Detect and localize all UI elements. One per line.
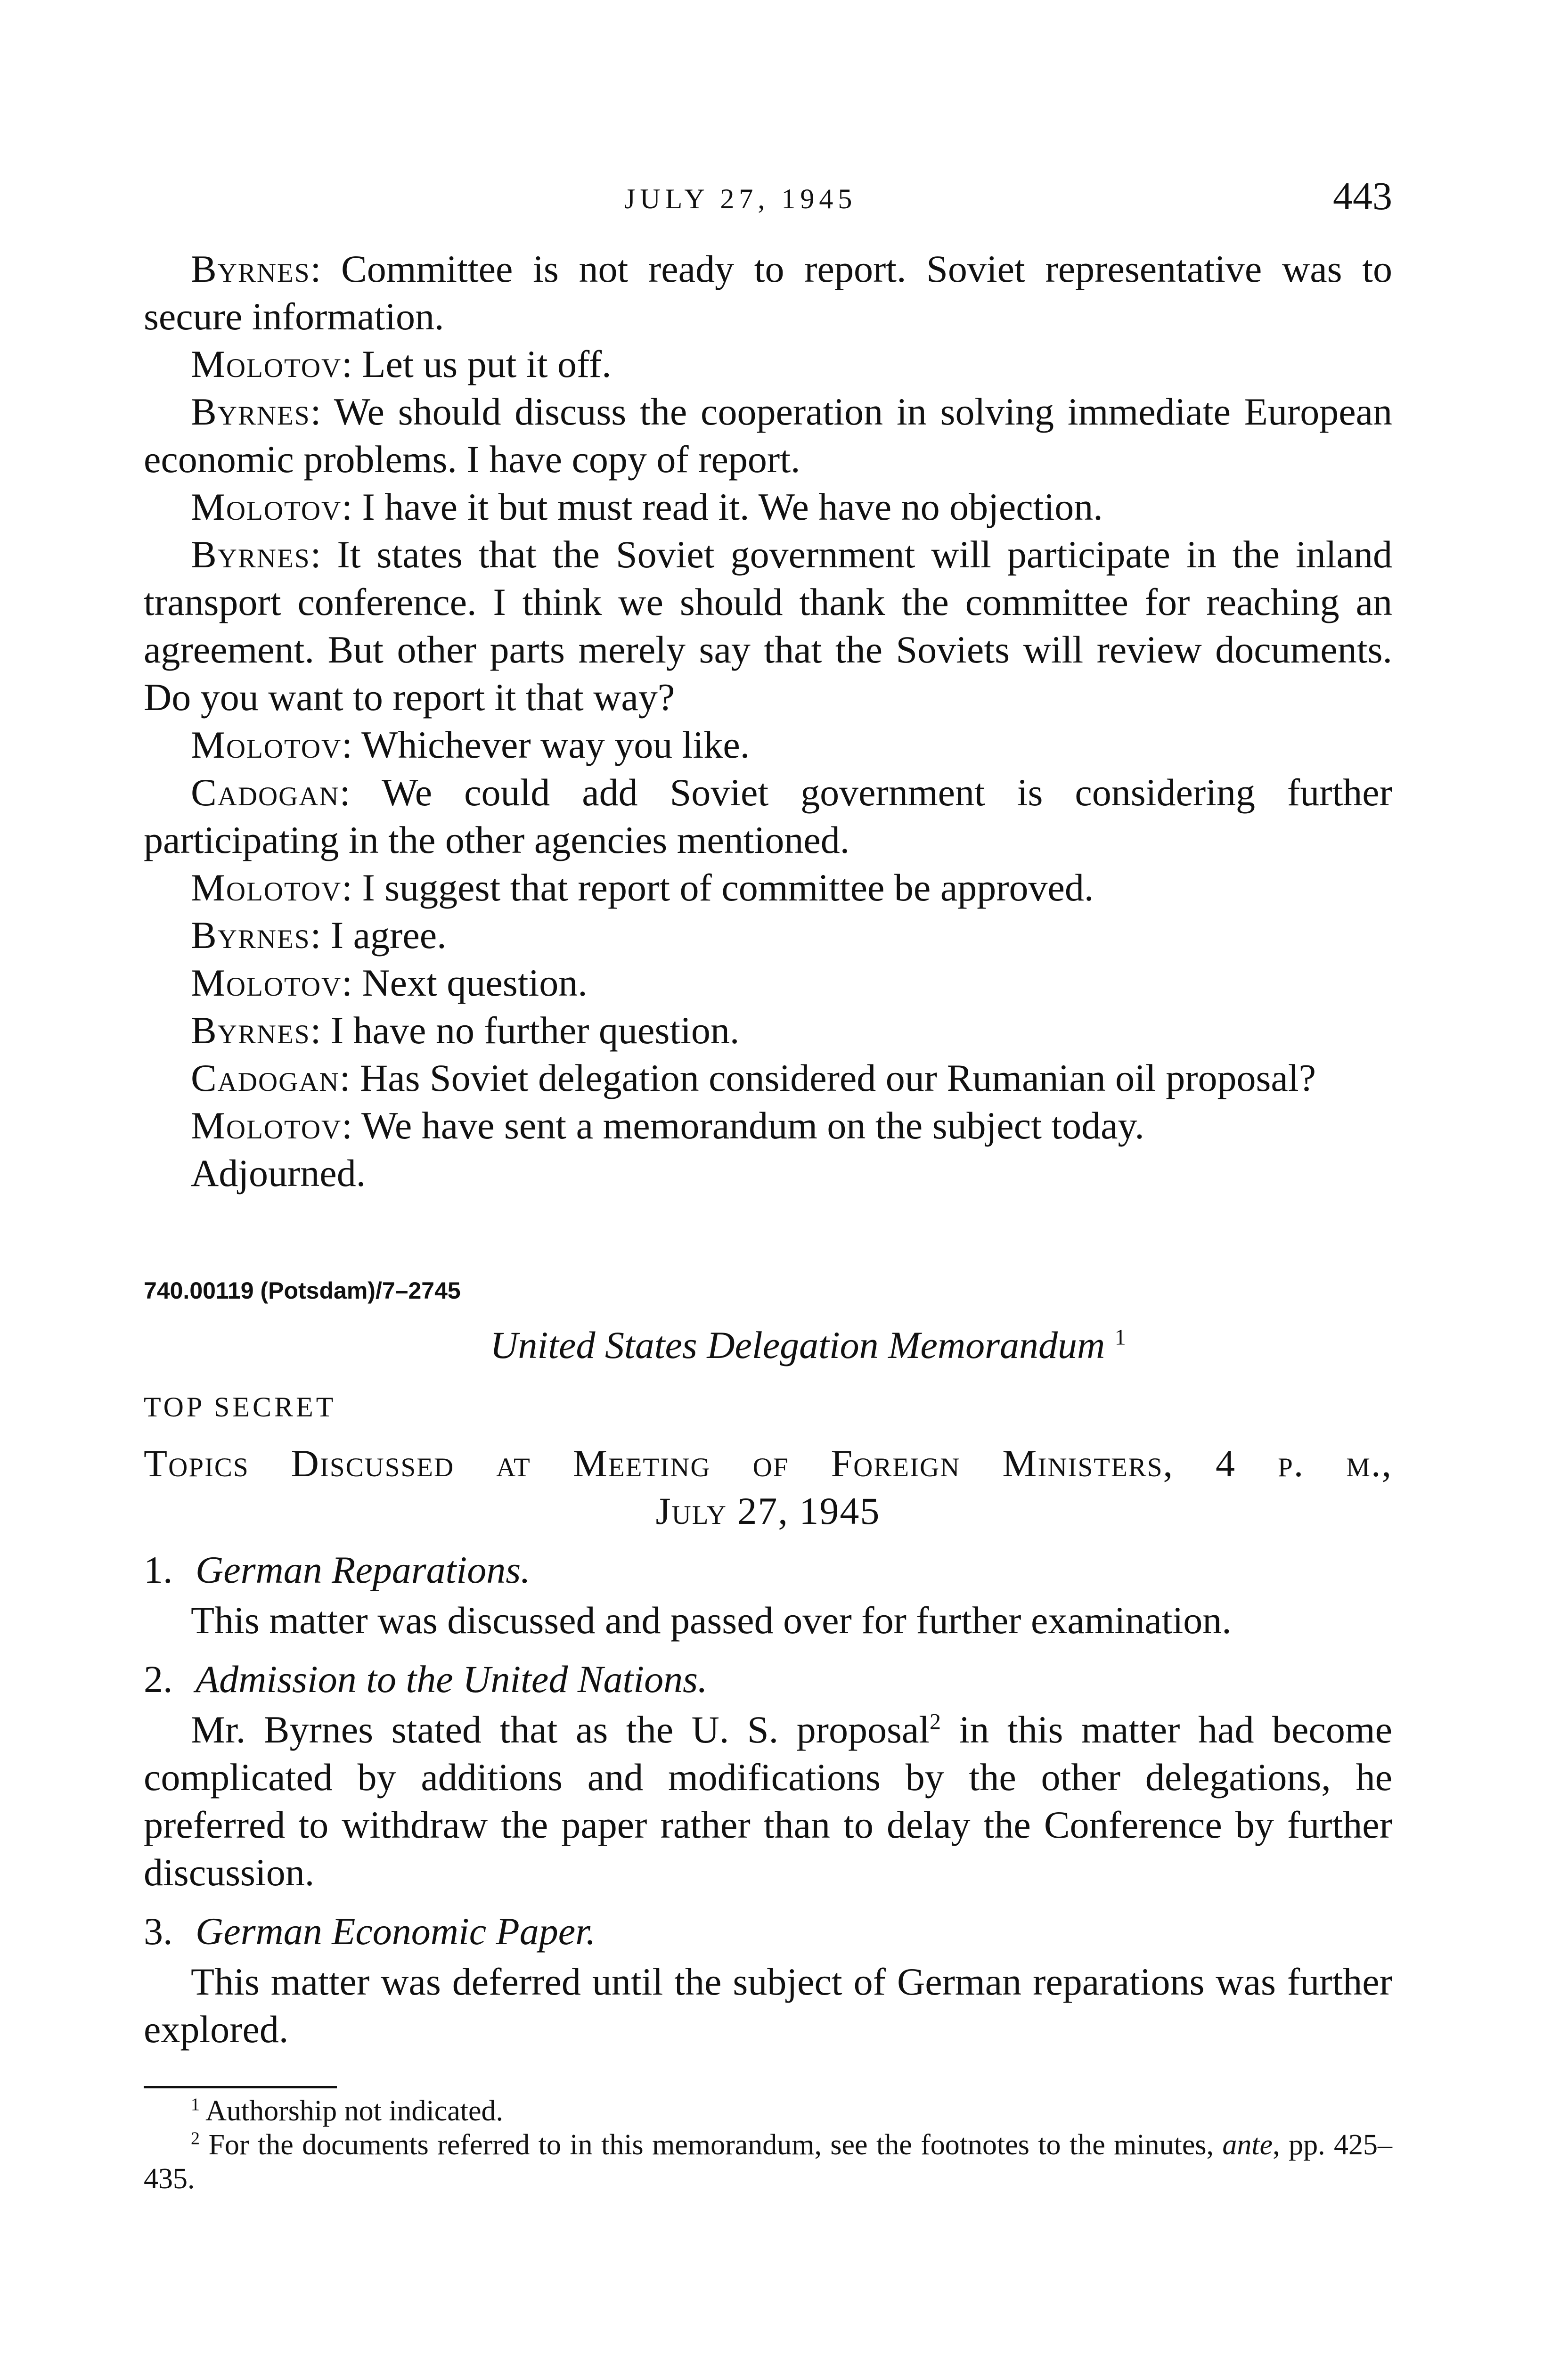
topic-item (144, 1546, 1392, 1644)
document-page (144, 170, 1392, 2196)
topic-heading (144, 1907, 1392, 1955)
footnote-divider (144, 2086, 337, 2088)
topic-body: This matter was deferred until the subject of German reparations was further explored. (144, 1960, 1392, 2051)
speaker-name: Molotov (191, 343, 342, 385)
speaker-name: Molotov (191, 723, 342, 766)
transcript-entry: Molotov: Whichever way you like. (191, 723, 750, 766)
speech-text: We could add Soviet government is considering further participating in the other agencies mentioned. (144, 771, 1392, 861)
transcript-entry: Byrnes: I have no further question. (191, 1009, 740, 1052)
topic-item (144, 1655, 1392, 1896)
topic-title: German Reparations. (196, 1548, 531, 1591)
transcript-entry: Cadogan: We could add Soviet government is considering further participating in the other agencies mentioned. (144, 771, 1392, 861)
footnote: $^1$ Authorship not indicated. (191, 2094, 504, 2127)
speech-text: Next question. (362, 961, 588, 1004)
speech-text: I have no further question. (330, 1009, 740, 1052)
topics-heading-line1: Topics Discussed at Meeting of Foreign Ministers, 4 p. m., (144, 1442, 1392, 1485)
speech-text: We should discuss the cooperation in solving immediate European economic problems. I have copy of report. (144, 390, 1392, 481)
speech-text: I suggest that report of committee be approved. (362, 866, 1094, 909)
footnote-number: 2 (191, 2128, 200, 2149)
speaker-name: Byrnes (191, 1009, 310, 1052)
memo-title (144, 1323, 1392, 1367)
topic-number: 3. (144, 1910, 173, 1953)
transcript-entry: Cadogan: Has Soviet delegation considered our Rumanian oil proposal? (191, 1056, 1316, 1099)
speaker-name: Cadogan (191, 771, 340, 814)
topic-heading (144, 1655, 1392, 1703)
footnote-marker: 1 (1114, 1325, 1126, 1350)
page-number: 443 (1333, 174, 1392, 218)
topic-number: 2. (144, 1658, 173, 1701)
file-reference: 740.00119 (Potsdam)/7–2745 (144, 1277, 461, 1304)
speaker-name: Cadogan (191, 1056, 340, 1099)
transcript-entry: Byrnes: Committee is not ready to report. Soviet representative was to secure information. (144, 247, 1392, 338)
transcript-entry: Byrnes: We should discuss the cooperation in solving immediate European economic problems. I have copy of report. (144, 390, 1392, 481)
speaker-name: Molotov (191, 1104, 342, 1147)
topic-title: German Economic Paper. (196, 1910, 596, 1953)
speech-text: Whichever way you like. (361, 723, 750, 766)
speech-text: I have it but must read it. We have no objection. (362, 485, 1103, 528)
transcript-entry: Molotov: Next question. (191, 961, 588, 1004)
speech-text: I agree. (330, 914, 447, 957)
speaker-name: Molotov (191, 866, 342, 909)
transcript-entry: Molotov: We have sent a memorandum on the subject today. (191, 1104, 1144, 1147)
running-head-date: JULY 27, 1945 (624, 183, 857, 214)
footnote-number: 1 (191, 2094, 200, 2115)
topics-heading (144, 1440, 1392, 1535)
topic-body: This matter was discussed and passed over for further examination. (191, 1599, 1232, 1642)
speech-text: Let us put it off. (362, 343, 612, 385)
topic-item (144, 1907, 1392, 2053)
topic-heading (144, 1546, 1392, 1594)
speech-text: We have sent a memorandum on the subject today. (361, 1104, 1144, 1147)
speaker-name: Byrnes (191, 914, 310, 957)
footnote-marker: 2 (930, 1709, 941, 1734)
memo-title-text: United States Delegation Memorandum (490, 1324, 1105, 1366)
footnote: $^2$ For the documents referred to in this memorandum, see the footnotes to the minutes, ante, pp. 425–435. (144, 2128, 1393, 2195)
transcript-entry: Byrnes: It states that the Soviet government will participate in the inland transport conference. I think we should thank the committee for reaching an agreement. But other parts merely say that the Soviets will review documents. Do you want to report it that way? (144, 533, 1392, 719)
speaker-name: Byrnes (191, 533, 310, 576)
topic-number: 1. (144, 1548, 173, 1591)
transcript-entry: Molotov: Let us put it off. (191, 343, 612, 385)
meeting-transcript (144, 245, 1392, 1197)
topics-heading-line2: July 27, 1945 (655, 1489, 881, 1532)
transcript-entry: Molotov: I suggest that report of committee be approved. (191, 866, 1094, 909)
footnotes (144, 2094, 1392, 2196)
adjourned-note: Adjourned. (191, 1152, 366, 1194)
topic-body: Mr. Byrnes stated that as the U. S. proposal$^2$ in this matter had become complicated by additions and modifications by the other delegations, he preferred to withdraw the paper rather than to delay the Conference by further discussion. (144, 1708, 1392, 1894)
speech-text: It states that the Soviet government will participate in the inland transport conference. I think we should thank the committee for reaching an agreement. But other parts merely say that the Soviets will review documents. Do you want to report it that way? (144, 533, 1392, 719)
transcript-entry: Molotov: I have it but must read it. We have no objection. (191, 485, 1103, 528)
topic-title: Admission to the United Nations. (196, 1658, 708, 1701)
speaker-name: Molotov (191, 961, 342, 1004)
running-head (144, 170, 1392, 226)
speaker-name: Byrnes (191, 247, 310, 290)
speaker-name: Molotov (191, 485, 342, 528)
speaker-name: Byrnes (191, 390, 310, 433)
speech-text: Committee is not ready to report. Soviet representative was to secure information. (144, 247, 1392, 338)
speech-text: Has Soviet delegation considered our Rumanian oil proposal? (359, 1056, 1316, 1099)
transcript-entry: Byrnes: I agree. (191, 914, 447, 957)
classification-label: TOP SECRET (144, 1391, 336, 1423)
